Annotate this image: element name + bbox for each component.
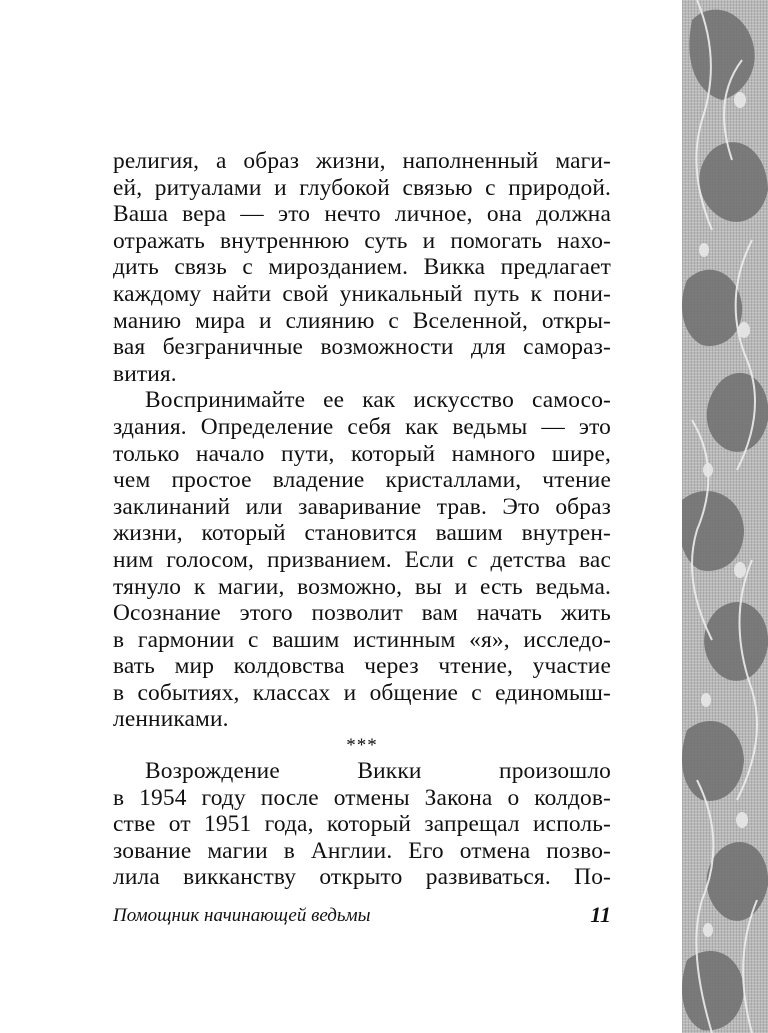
text-line: жизни, который становится вашим внутрен- xyxy=(113,520,611,547)
text-line: Осознание этого позволит вам начать жить xyxy=(113,600,611,627)
text-line: вития. xyxy=(113,360,177,387)
text-line: Ваша вера — это нечто личное, она должна xyxy=(113,201,611,228)
text-line: ей, ритуалами и глубокой связью с природой. xyxy=(113,174,611,201)
text-line: тянуло к магии, возможно, вы и есть ведьма. xyxy=(113,573,611,600)
text-line: манию мира и слиянию с Вселенной, откры- xyxy=(113,307,611,334)
text-line: лила викканству открыто развиваться. По- xyxy=(113,864,611,891)
page-number: 11 xyxy=(590,902,611,927)
text-line: чем простое владение кристаллами, чтение xyxy=(113,467,611,494)
section-separator: *** xyxy=(346,735,378,756)
paragraph-1 xyxy=(113,148,611,733)
text-line: вать мир колдовства через чтение, участие xyxy=(113,653,611,680)
text-line: каждому найти свой уникальный путь к пони- xyxy=(113,280,611,307)
decorative-leaf-border xyxy=(682,0,768,1033)
text-line: дить связь с мирозданием. Викка предлагает xyxy=(113,254,611,281)
text-line: вая безграничные возможности для самораз- xyxy=(113,334,611,361)
text-line: зование магии в Англии. Его отмена позво- xyxy=(113,837,611,864)
text-line: ним голосом, призванием. Если с детства вас xyxy=(113,546,611,573)
text-line: отражать внутреннюю суть и помогать нахо- xyxy=(113,227,611,254)
text-line: стве от 1951 года, который запрещал исполь- xyxy=(113,811,611,838)
text-line: религия, а образ жизни, наполненный маги- xyxy=(113,148,611,174)
text-line: Воспринимайте ее как искусство самосо- xyxy=(145,387,611,414)
text-line: в гармонии с вашим истинным «я», исследо- xyxy=(113,626,611,653)
text-line: здания. Определение себя как ведьмы — это xyxy=(113,413,611,440)
text-line: в событиях, классах и общение с единомыш- xyxy=(113,679,611,706)
text-line: только начало пути, который намного шире, xyxy=(113,440,611,467)
text-line: Возрождение Викки произошло xyxy=(145,758,611,784)
text-line: заклинаний или заваривание трав. Это образ xyxy=(113,493,611,520)
running-footer-title: Помощник начинающей ведьмы xyxy=(113,905,371,926)
text-line: ленниками. xyxy=(113,706,229,733)
text-line: в 1954 году после отмены Закона о колдов- xyxy=(113,784,611,811)
oak-leaf-pattern-icon xyxy=(682,0,768,1033)
paragraph-3 xyxy=(113,758,611,891)
